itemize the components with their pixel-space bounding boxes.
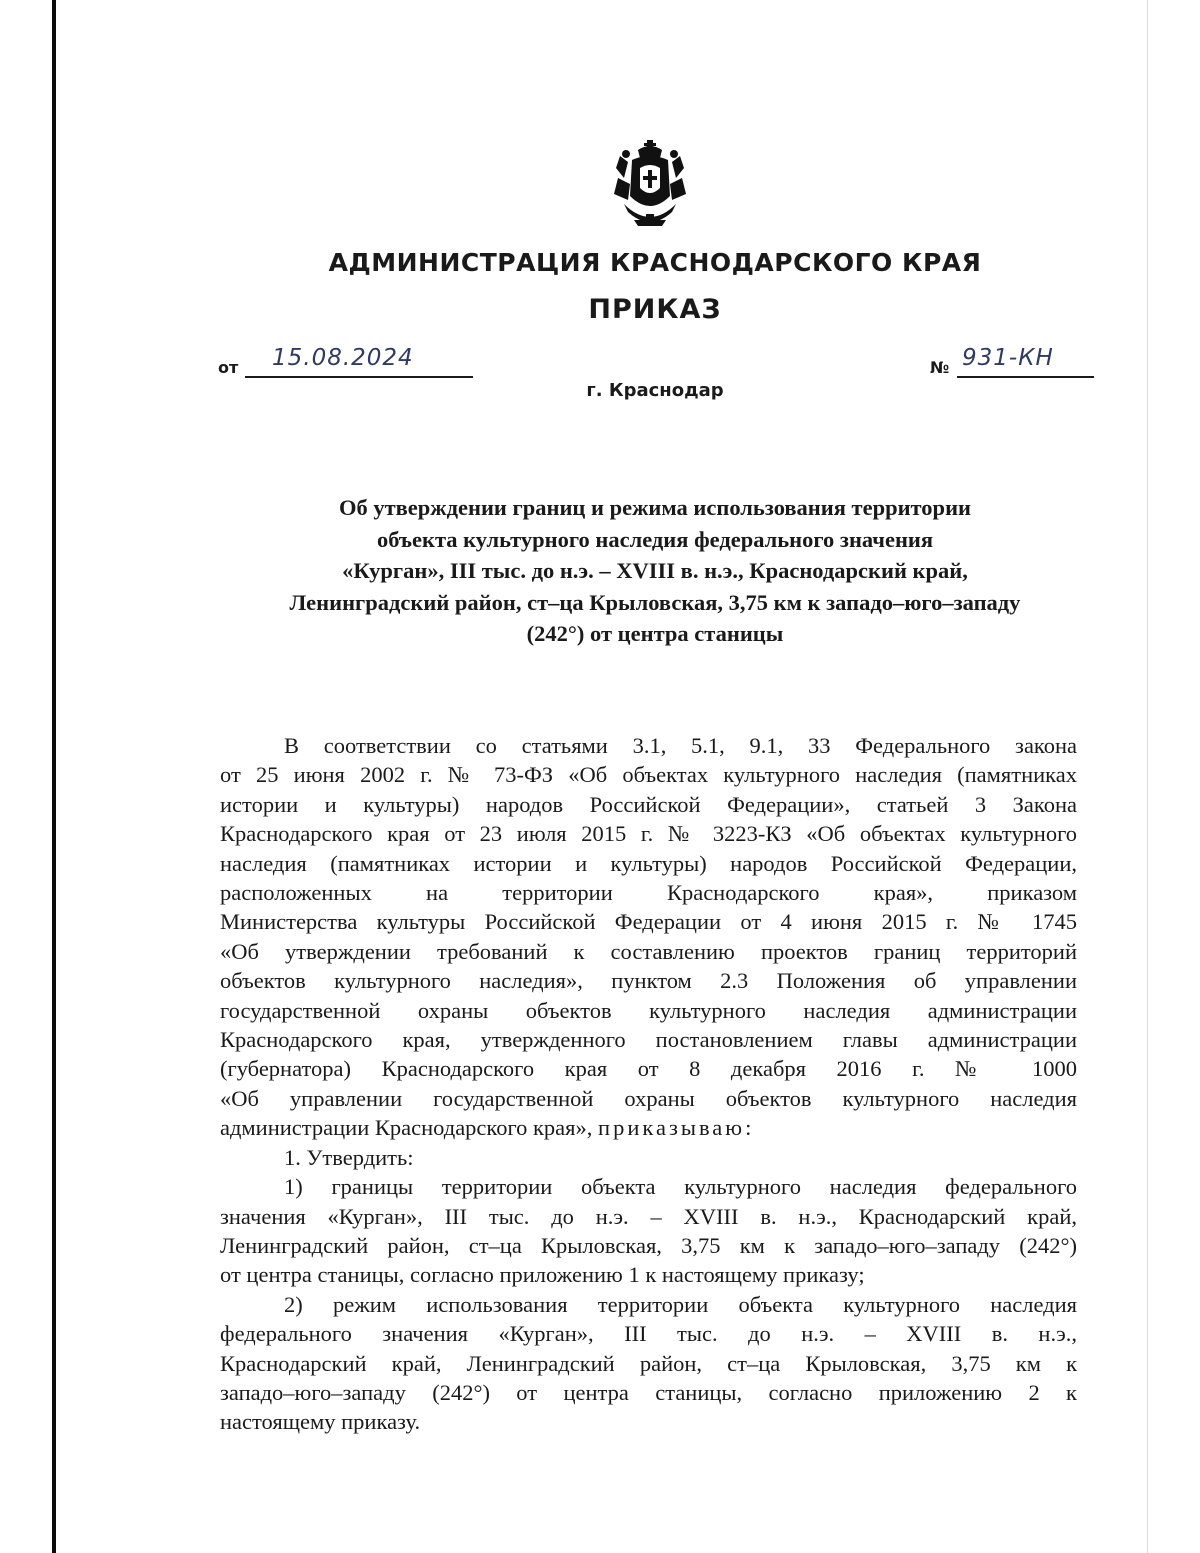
body-line: от центра станицы, согласно приложению 1 к настоящему приказу; [220,1262,865,1288]
body-line: 2) режим использования территории объекта культурного наследия [284,1291,1077,1317]
body-line: расположенных на территории Краснодарского края», приказом [220,880,1077,906]
heading-line: Об утверждении границ и режима использования территории [338,495,972,520]
body-line: (губернатора) Краснодарского края от 8 декабря 2016 г. № 1000 [220,1056,1077,1082]
item-heading: 1. Утвердить: [284,1144,414,1170]
body-line: федерального значения «Курган», III тыс. до н.э. – XVIII в. н.э., [220,1321,1077,1347]
heading-line: «Курган», III тыс. до н.э. – XVIII в. н.э., Краснодарский край, [342,558,968,583]
heading-line: Ленинградский район, ст–ца Крыловская, 3,75 км к западо–юго–западу [289,589,1021,615]
page-left-edge [52,0,56,1553]
body-line: от 25 июня 2002 г. № 73-ФЗ «Об объектах культурного наследия (памятниках [220,762,1077,788]
body-line: значения «Курган», III тыс. до н.э. – XVIII в. н.э., Краснодарский край, [220,1203,1077,1229]
heading-line: объекта культурного наследия федерального значения [376,526,934,552]
body-line: западо–юго–западу (242°) от центра станицы, согласно приложению 2 к [220,1379,1077,1405]
handwritten-date: 15.08.2024 [272,345,414,371]
number-underline [957,376,1094,378]
document-type-title: ПРИКАЗ [588,294,722,325]
body-line: Ленинградский район, ст–ца Крыловская, 3,75 км к западо–юго–западу (242°) [220,1232,1077,1258]
date-prefix: от [218,358,239,377]
body-line: 1) границы территории объекта культурного наследия федерального [284,1174,1077,1200]
heading-line: (242°) от центра станицы [526,621,784,646]
date-underline [245,376,473,378]
body-line: «Об утверждении требований к составлению проектов границ территорий [220,938,1077,964]
order-word: приказываю: [598,1115,755,1141]
body-line: Министерства культуры Российской Федерации от 4 июня 2015 г. № 1745 [220,909,1077,935]
coat-of-arms-icon [610,138,690,230]
order-body [220,731,1077,1437]
body-line-with-order-word [220,1113,1077,1142]
body-line: В соответствии со статьями 3.1, 5.1, 9.1, 33 Федерального закона [284,733,1077,758]
body-line: Краснодарский край, Ленинградский район, ст–ца Крыловская, 3,75 км к [220,1350,1077,1376]
body-line: администрации Краснодарского края», [220,1115,599,1141]
administration-title: АДМИНИСТРАЦИЯ КРАСНОДАРСКОГО КРАЯ [328,248,982,277]
body-line: Краснодарского края, утвержденного постановлением главы администрации [220,1027,1077,1053]
city-line: г. Краснодар [586,380,724,401]
body-line: Краснодарского края от 23 июля 2015 г. № 3223-КЗ «Об объектах культурного [220,821,1077,847]
body-line: «Об управлении государственной охраны объектов культурного наследия [220,1085,1077,1111]
body-line: объектов культурного наследия», пунктом 2.3 Положения об управлении [220,968,1077,994]
page-right-edge [1147,0,1148,1553]
body-line: истории и культуры) народов Российской Федерации», статьей 3 Закона [220,791,1077,817]
order-heading [200,492,1110,650]
body-line: наследия (памятниках истории и культуры) народов Российской Федерации, [220,850,1077,876]
handwritten-number: 931-КН [962,345,1054,371]
body-line: настоящему приказу. [220,1409,421,1435]
number-prefix: № [930,358,950,377]
body-line: государственной охраны объектов культурного наследия администрации [220,997,1077,1023]
